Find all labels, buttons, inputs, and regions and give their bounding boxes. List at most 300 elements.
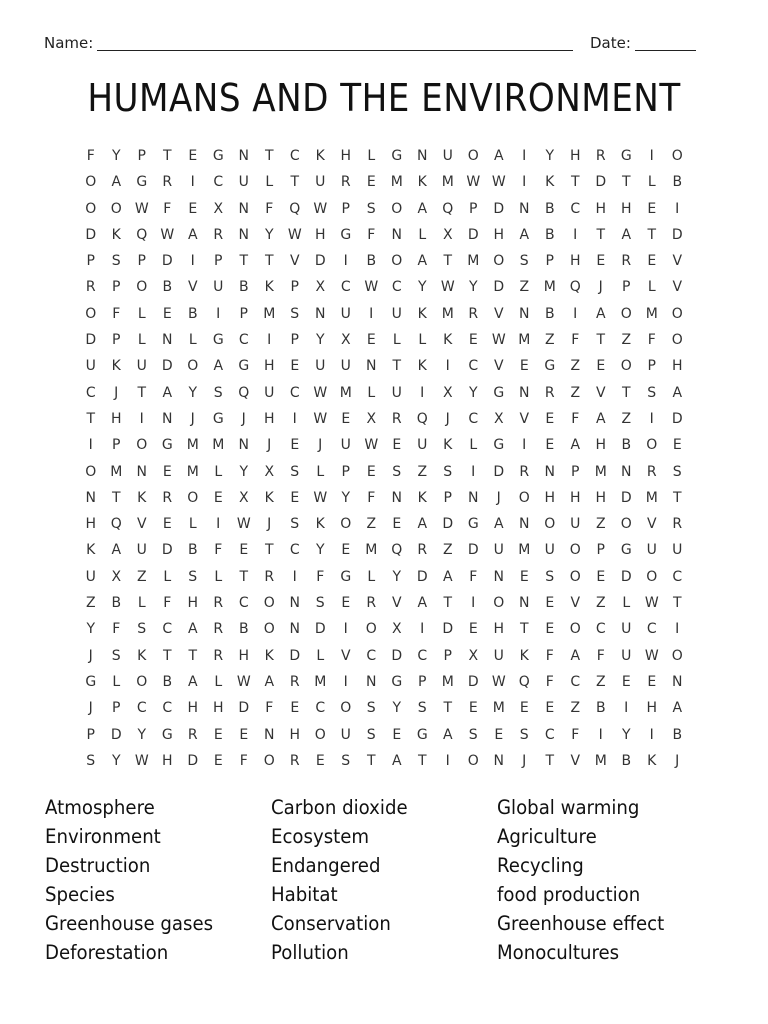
grid-letter[interactable]: G xyxy=(391,673,403,690)
grid-letter[interactable]: P xyxy=(290,332,299,349)
grid-letter[interactable]: Z xyxy=(595,673,606,690)
grid-letter[interactable]: K xyxy=(111,358,121,375)
grid-letter[interactable]: E xyxy=(239,542,249,559)
grid-letter[interactable]: I xyxy=(522,174,527,191)
grid-letter[interactable]: I xyxy=(190,174,195,191)
grid-letter[interactable]: L xyxy=(316,647,325,664)
grid-letter[interactable]: N xyxy=(519,200,530,217)
grid-letter[interactable]: T xyxy=(570,174,580,191)
grid-letter[interactable]: P xyxy=(290,279,299,296)
grid-letter[interactable]: O xyxy=(518,489,530,506)
grid-letter[interactable]: J xyxy=(241,410,246,427)
grid-letter[interactable]: X xyxy=(315,279,326,296)
grid-letter[interactable]: X xyxy=(442,384,453,401)
grid-letter[interactable]: I xyxy=(216,305,221,322)
grid-letter[interactable]: I xyxy=(624,700,629,717)
grid-letter[interactable]: E xyxy=(494,726,504,743)
grid-letter[interactable]: E xyxy=(239,726,249,743)
grid-letter[interactable]: H xyxy=(544,489,556,506)
grid-letter[interactable]: C xyxy=(672,568,683,585)
grid-letter[interactable]: S xyxy=(417,700,427,717)
grid-letter[interactable]: W xyxy=(313,384,328,401)
name-blank-line[interactable] xyxy=(97,50,573,51)
grid-letter[interactable]: O xyxy=(391,200,403,217)
grid-letter[interactable]: B xyxy=(621,437,632,454)
grid-letter[interactable]: K xyxy=(417,489,427,506)
grid-letter[interactable]: G xyxy=(620,148,632,164)
grid-letter[interactable]: H xyxy=(569,148,581,164)
grid-letter[interactable]: U xyxy=(85,568,96,585)
grid-letter[interactable]: O xyxy=(646,437,658,454)
grid-letter[interactable]: T xyxy=(392,358,402,375)
grid-letter[interactable]: N xyxy=(519,384,530,401)
grid-letter[interactable]: B xyxy=(238,621,249,638)
grid-letter[interactable]: O xyxy=(365,621,377,638)
grid-letter[interactable]: E xyxy=(162,305,172,322)
grid-letter[interactable]: C xyxy=(85,384,96,401)
grid-letter[interactable]: A xyxy=(417,200,428,217)
grid-letter[interactable]: U xyxy=(417,437,428,454)
grid-letter[interactable]: H xyxy=(671,358,683,375)
grid-letter[interactable]: E xyxy=(596,568,606,585)
grid-letter[interactable]: D xyxy=(289,647,301,664)
grid-letter[interactable]: I xyxy=(522,437,527,454)
grid-letter[interactable]: K xyxy=(315,148,325,164)
grid-letter[interactable]: B xyxy=(187,305,198,322)
grid-letter[interactable]: Q xyxy=(569,279,581,296)
grid-letter[interactable]: F xyxy=(214,542,223,559)
grid-letter[interactable]: O xyxy=(467,148,479,164)
grid-letter[interactable]: O xyxy=(314,726,326,743)
grid-letter[interactable]: Z xyxy=(544,332,555,349)
grid-letter[interactable]: O xyxy=(467,752,479,769)
grid-letter[interactable]: M xyxy=(314,673,327,690)
grid-letter[interactable]: O xyxy=(136,279,148,296)
grid-letter[interactable]: N xyxy=(238,148,249,164)
grid-letter[interactable]: H xyxy=(569,489,581,506)
grid-letter[interactable]: V xyxy=(672,279,683,296)
grid-letter[interactable]: I xyxy=(522,148,527,164)
grid-letter[interactable]: H xyxy=(620,200,632,217)
grid-letter[interactable]: N xyxy=(391,226,402,243)
grid-letter[interactable]: K xyxy=(443,437,453,454)
grid-letter[interactable]: O xyxy=(136,437,148,454)
grid-letter[interactable]: N xyxy=(162,332,173,349)
grid-letter[interactable]: U xyxy=(136,358,147,375)
grid-letter[interactable]: C xyxy=(468,410,479,427)
grid-letter[interactable]: C xyxy=(289,148,300,164)
grid-letter[interactable]: P xyxy=(647,358,656,375)
grid-letter[interactable]: D xyxy=(85,332,97,349)
grid-letter[interactable]: F xyxy=(367,226,376,243)
grid-letter[interactable]: S xyxy=(647,384,657,401)
grid-letter[interactable]: M xyxy=(645,305,658,322)
grid-letter[interactable]: N xyxy=(519,595,530,612)
grid-letter[interactable]: U xyxy=(391,305,402,322)
grid-letter[interactable]: O xyxy=(391,253,403,270)
grid-letter[interactable]: T xyxy=(672,489,682,506)
grid-letter[interactable]: Q xyxy=(238,384,250,401)
grid-letter[interactable]: D xyxy=(187,752,199,769)
grid-letter[interactable]: R xyxy=(213,595,224,612)
grid-letter[interactable]: O xyxy=(493,595,505,612)
grid-letter[interactable]: R xyxy=(621,253,632,270)
grid-letter[interactable]: H xyxy=(595,200,607,217)
grid-letter[interactable]: T xyxy=(519,621,529,638)
grid-letter[interactable]: O xyxy=(340,516,352,533)
grid-letter[interactable]: W xyxy=(287,226,302,243)
grid-letter[interactable]: Z xyxy=(366,516,377,533)
grid-letter[interactable]: L xyxy=(647,279,656,296)
grid-letter[interactable]: K xyxy=(647,752,657,769)
grid-letter[interactable]: S xyxy=(111,647,121,664)
grid-letter[interactable]: N xyxy=(493,568,504,585)
grid-letter[interactable]: D xyxy=(391,647,403,664)
grid-letter[interactable]: K xyxy=(315,516,325,533)
grid-letter[interactable]: K xyxy=(519,647,529,664)
grid-letter[interactable]: K xyxy=(417,305,427,322)
grid-letter[interactable]: C xyxy=(162,700,173,717)
grid-letter[interactable]: U xyxy=(264,384,275,401)
grid-letter[interactable]: W xyxy=(236,516,251,533)
grid-letter[interactable]: L xyxy=(214,673,223,690)
grid-letter[interactable]: T xyxy=(239,253,249,270)
grid-letter[interactable]: H xyxy=(289,726,301,743)
grid-letter[interactable]: S xyxy=(366,200,376,217)
grid-letter[interactable]: F xyxy=(469,568,478,585)
grid-letter[interactable]: U xyxy=(391,384,402,401)
grid-letter[interactable]: Y xyxy=(315,542,325,559)
grid-letter[interactable]: X xyxy=(366,410,377,427)
grid-letter[interactable]: W xyxy=(491,332,506,349)
grid-letter[interactable]: E xyxy=(647,673,657,690)
grid-letter[interactable]: A xyxy=(187,673,198,690)
grid-letter[interactable]: J xyxy=(598,279,603,296)
grid-letter[interactable]: M xyxy=(467,253,480,270)
grid-letter[interactable]: A xyxy=(264,673,275,690)
grid-letter[interactable]: F xyxy=(571,410,580,427)
grid-letter[interactable]: X xyxy=(493,410,504,427)
grid-letter[interactable]: O xyxy=(620,305,632,322)
grid-letter[interactable]: U xyxy=(340,305,351,322)
grid-letter[interactable]: A xyxy=(391,752,402,769)
grid-letter[interactable]: D xyxy=(493,463,505,480)
grid-letter[interactable]: Z xyxy=(595,516,606,533)
grid-letter[interactable]: Y xyxy=(137,726,147,743)
grid-letter[interactable]: O xyxy=(646,568,658,585)
grid-letter[interactable]: Y xyxy=(315,332,325,349)
grid-letter[interactable]: P xyxy=(341,463,350,480)
grid-letter[interactable]: I xyxy=(216,516,221,533)
grid-letter[interactable]: L xyxy=(367,148,376,164)
grid-letter[interactable]: T xyxy=(672,595,682,612)
grid-letter[interactable]: J xyxy=(496,489,501,506)
grid-letter[interactable]: H xyxy=(212,700,224,717)
grid-letter[interactable]: N xyxy=(238,200,249,217)
grid-letter[interactable]: R xyxy=(417,542,428,559)
grid-letter[interactable]: O xyxy=(493,253,505,270)
grid-letter[interactable]: O xyxy=(620,358,632,375)
grid-letter[interactable]: I xyxy=(292,568,297,585)
grid-letter[interactable]: D xyxy=(442,621,454,638)
grid-letter[interactable]: E xyxy=(162,463,172,480)
grid-letter[interactable]: S xyxy=(290,463,300,480)
grid-letter[interactable]: X xyxy=(264,463,275,480)
grid-letter[interactable]: T xyxy=(621,174,631,191)
grid-letter[interactable]: S xyxy=(443,463,453,480)
grid-letter[interactable]: L xyxy=(316,463,325,480)
grid-letter[interactable]: H xyxy=(493,226,505,243)
grid-letter[interactable]: L xyxy=(112,673,121,690)
grid-letter[interactable]: N xyxy=(238,437,249,454)
grid-letter[interactable]: W xyxy=(236,673,251,690)
grid-letter[interactable]: C xyxy=(238,595,249,612)
grid-letter[interactable]: M xyxy=(645,489,658,506)
grid-letter[interactable]: K xyxy=(137,647,147,664)
grid-letter[interactable]: L xyxy=(137,595,146,612)
grid-letter[interactable]: W xyxy=(491,174,506,191)
grid-letter[interactable]: U xyxy=(544,542,555,559)
grid-letter[interactable]: M xyxy=(543,279,556,296)
grid-letter[interactable]: V xyxy=(493,358,504,375)
grid-letter[interactable]: I xyxy=(471,463,476,480)
grid-letter[interactable]: A xyxy=(595,305,606,322)
grid-letter[interactable]: E xyxy=(366,174,376,191)
grid-letter[interactable]: T xyxy=(111,489,121,506)
grid-letter[interactable]: O xyxy=(671,148,683,164)
grid-letter[interactable]: L xyxy=(647,174,656,191)
grid-letter[interactable]: S xyxy=(341,752,351,769)
grid-letter[interactable]: F xyxy=(571,332,580,349)
grid-letter[interactable]: Q xyxy=(442,200,454,217)
grid-letter[interactable]: T xyxy=(443,253,453,270)
grid-letter[interactable]: O xyxy=(187,489,199,506)
grid-letter[interactable]: D xyxy=(314,253,326,270)
grid-letter[interactable]: L xyxy=(214,463,223,480)
date-blank-line[interactable] xyxy=(635,50,696,51)
grid-letter[interactable]: B xyxy=(187,542,198,559)
grid-letter[interactable]: Y xyxy=(111,752,121,769)
grid-letter[interactable]: P xyxy=(239,305,248,322)
grid-letter[interactable]: O xyxy=(263,621,275,638)
grid-letter[interactable]: F xyxy=(545,647,554,664)
grid-letter[interactable]: L xyxy=(214,568,223,585)
grid-letter[interactable]: H xyxy=(646,700,658,717)
grid-letter[interactable]: G xyxy=(212,148,224,164)
grid-letter[interactable]: T xyxy=(137,384,147,401)
grid-letter[interactable]: U xyxy=(340,726,351,743)
grid-letter[interactable]: Q xyxy=(110,516,122,533)
grid-letter[interactable]: O xyxy=(85,305,97,322)
grid-letter[interactable]: T xyxy=(239,568,249,585)
grid-letter[interactable]: F xyxy=(239,752,248,769)
grid-letter[interactable]: D xyxy=(161,542,173,559)
grid-letter[interactable]: W xyxy=(364,279,379,296)
grid-letter[interactable]: M xyxy=(441,673,454,690)
grid-letter[interactable]: E xyxy=(341,410,351,427)
grid-letter[interactable]: K xyxy=(417,358,427,375)
grid-letter[interactable]: A xyxy=(442,726,453,743)
grid-letter[interactable]: Z xyxy=(621,332,632,349)
grid-letter[interactable]: L xyxy=(418,226,427,243)
grid-letter[interactable]: U xyxy=(442,148,453,164)
grid-letter[interactable]: E xyxy=(213,752,223,769)
grid-letter[interactable]: R xyxy=(264,568,275,585)
grid-letter[interactable]: D xyxy=(110,726,122,743)
grid-letter[interactable]: T xyxy=(290,174,300,191)
grid-letter[interactable]: D xyxy=(161,358,173,375)
grid-letter[interactable]: O xyxy=(263,595,275,612)
grid-letter[interactable]: F xyxy=(163,200,172,217)
grid-letter[interactable]: M xyxy=(212,437,225,454)
grid-letter[interactable]: T xyxy=(264,148,274,164)
grid-letter[interactable]: U xyxy=(315,358,326,375)
grid-letter[interactable]: V xyxy=(570,595,581,612)
grid-letter[interactable]: E xyxy=(366,463,376,480)
grid-letter[interactable]: E xyxy=(290,700,300,717)
grid-letter[interactable]: D xyxy=(314,621,326,638)
grid-letter[interactable]: A xyxy=(570,647,581,664)
grid-letter[interactable]: W xyxy=(160,226,175,243)
grid-letter[interactable]: W xyxy=(644,647,659,664)
grid-letter[interactable]: T xyxy=(264,542,274,559)
grid-letter[interactable]: F xyxy=(647,332,656,349)
grid-letter[interactable]: H xyxy=(263,410,275,427)
grid-letter[interactable]: D xyxy=(620,489,632,506)
grid-letter[interactable]: C xyxy=(468,358,479,375)
grid-letter[interactable]: D xyxy=(620,568,632,585)
grid-letter[interactable]: V xyxy=(595,384,606,401)
grid-letter[interactable]: T xyxy=(621,384,631,401)
grid-letter[interactable]: J xyxy=(267,437,272,454)
grid-letter[interactable]: E xyxy=(672,437,682,454)
grid-letter[interactable]: N xyxy=(366,673,377,690)
grid-letter[interactable]: J xyxy=(445,410,450,427)
grid-letter[interactable]: C xyxy=(289,384,300,401)
grid-letter[interactable]: R xyxy=(162,174,173,191)
grid-letter[interactable]: W xyxy=(491,673,506,690)
grid-letter[interactable]: L xyxy=(469,437,478,454)
grid-letter[interactable]: X xyxy=(111,568,122,585)
grid-letter[interactable]: F xyxy=(112,621,121,638)
grid-letter[interactable]: C xyxy=(136,700,147,717)
grid-letter[interactable]: T xyxy=(647,226,657,243)
grid-letter[interactable]: G xyxy=(391,148,403,164)
grid-letter[interactable]: A xyxy=(111,542,122,559)
grid-letter[interactable]: R xyxy=(213,621,224,638)
grid-letter[interactable]: H xyxy=(595,437,607,454)
grid-letter[interactable]: U xyxy=(238,174,249,191)
grid-letter[interactable]: G xyxy=(161,437,173,454)
grid-letter[interactable]: H xyxy=(493,621,505,638)
grid-letter[interactable]: M xyxy=(594,752,607,769)
grid-letter[interactable]: X xyxy=(213,200,224,217)
grid-letter[interactable]: M xyxy=(186,463,199,480)
grid-letter[interactable]: G xyxy=(161,726,173,743)
grid-letter[interactable]: E xyxy=(290,358,300,375)
grid-letter[interactable]: N xyxy=(289,621,300,638)
grid-letter[interactable]: B xyxy=(544,200,555,217)
grid-letter[interactable]: U xyxy=(213,279,224,296)
grid-letter[interactable]: K xyxy=(111,226,121,243)
grid-letter[interactable]: A xyxy=(417,253,428,270)
grid-letter[interactable]: H xyxy=(110,410,122,427)
grid-letter[interactable]: Z xyxy=(570,384,581,401)
grid-letter[interactable]: P xyxy=(86,726,95,743)
grid-letter[interactable]: P xyxy=(622,279,631,296)
grid-letter[interactable]: U xyxy=(85,358,96,375)
grid-letter[interactable]: S xyxy=(519,253,529,270)
grid-letter[interactable]: U xyxy=(621,621,632,638)
grid-letter[interactable]: E xyxy=(392,516,402,533)
grid-letter[interactable]: U xyxy=(570,516,581,533)
grid-letter[interactable]: T xyxy=(545,752,555,769)
grid-letter[interactable]: E xyxy=(341,595,351,612)
grid-letter[interactable]: L xyxy=(188,516,197,533)
grid-letter[interactable]: A xyxy=(111,174,122,191)
grid-letter[interactable]: O xyxy=(110,200,122,217)
grid-letter[interactable]: M xyxy=(110,463,123,480)
grid-letter[interactable]: F xyxy=(265,200,274,217)
grid-letter[interactable]: R xyxy=(213,647,224,664)
grid-letter[interactable]: E xyxy=(392,726,402,743)
grid-letter[interactable]: T xyxy=(162,148,172,164)
grid-letter[interactable]: E xyxy=(596,358,606,375)
grid-letter[interactable]: A xyxy=(187,621,198,638)
grid-letter[interactable]: C xyxy=(213,174,224,191)
grid-letter[interactable]: G xyxy=(212,410,224,427)
grid-letter[interactable]: J xyxy=(267,516,272,533)
grid-letter[interactable]: W xyxy=(466,174,481,191)
grid-letter[interactable]: I xyxy=(675,200,680,217)
grid-letter[interactable]: U xyxy=(315,174,326,191)
grid-letter[interactable]: F xyxy=(112,305,121,322)
grid-letter[interactable]: C xyxy=(366,647,377,664)
grid-letter[interactable]: I xyxy=(649,726,654,743)
grid-letter[interactable]: T xyxy=(366,752,376,769)
grid-letter[interactable]: I xyxy=(343,673,348,690)
grid-letter[interactable]: P xyxy=(596,542,605,559)
grid-letter[interactable]: P xyxy=(86,253,95,270)
grid-letter[interactable]: E xyxy=(545,700,555,717)
grid-letter[interactable]: E xyxy=(290,489,300,506)
grid-letter[interactable]: W xyxy=(134,752,149,769)
grid-letter[interactable]: Z xyxy=(442,542,453,559)
grid-letter[interactable]: S xyxy=(188,568,198,585)
grid-letter[interactable]: I xyxy=(369,305,374,322)
grid-letter[interactable]: E xyxy=(366,332,376,349)
grid-letter[interactable]: B xyxy=(111,595,122,612)
grid-letter[interactable]: S xyxy=(86,752,96,769)
grid-letter[interactable]: Y xyxy=(239,463,249,480)
grid-letter[interactable]: R xyxy=(85,279,96,296)
grid-letter[interactable]: K xyxy=(545,174,555,191)
grid-letter[interactable]: K xyxy=(264,279,274,296)
grid-letter[interactable]: Z xyxy=(519,279,530,296)
grid-letter[interactable]: U xyxy=(646,542,657,559)
grid-letter[interactable]: R xyxy=(544,384,555,401)
grid-letter[interactable]: E xyxy=(647,253,657,270)
grid-letter[interactable]: R xyxy=(672,516,683,533)
grid-letter[interactable]: C xyxy=(417,647,428,664)
grid-letter[interactable]: A xyxy=(162,384,173,401)
grid-letter[interactable]: E xyxy=(647,200,657,217)
grid-letter[interactable]: L xyxy=(367,568,376,585)
grid-letter[interactable]: D xyxy=(161,253,173,270)
grid-letter[interactable]: X xyxy=(340,332,351,349)
grid-letter[interactable]: A xyxy=(672,700,683,717)
grid-letter[interactable]: E xyxy=(392,437,402,454)
